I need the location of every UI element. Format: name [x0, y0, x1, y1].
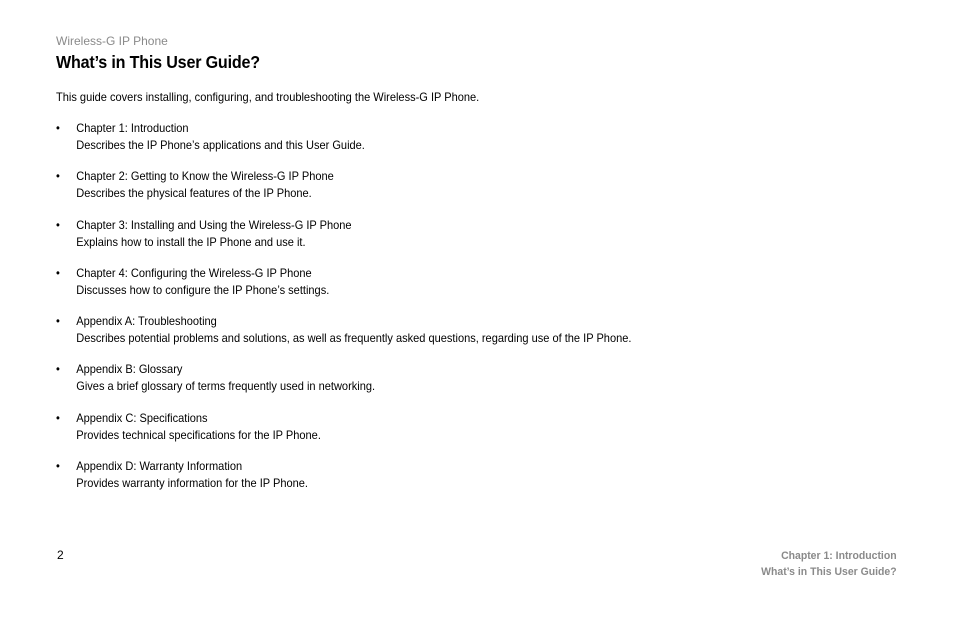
page-title: What’s in This User Guide? — [56, 52, 260, 72]
item-title: Appendix B: Glossary — [76, 362, 183, 377]
bullet-icon: • — [56, 459, 60, 474]
chapter-list — [56, 120, 681, 506]
item-title: Chapter 3: Installing and Using the Wireless-G IP Phone — [76, 217, 352, 232]
item-title: Chapter 1: Introduction — [76, 121, 189, 135]
item-description: Gives a brief glossary of terms frequently used in networking. — [76, 379, 376, 394]
intro-paragraph: This guide covers installing, configuring, and troubleshooting the Wireless-G IP Phone. — [56, 90, 480, 104]
bullet-icon: • — [56, 362, 60, 377]
bullet-icon: • — [56, 265, 60, 280]
list-item-chapter-2 — [56, 168, 631, 216]
item-title: Appendix C: Specifications — [76, 410, 208, 425]
list-item-chapter-4 — [56, 265, 631, 313]
bullet-icon: • — [56, 410, 60, 425]
list-item-appendix-b — [56, 361, 631, 409]
list-item-appendix-c — [56, 410, 631, 458]
list-item-chapter-3 — [56, 217, 631, 265]
footer-section: What’s in This User Guide? — [761, 566, 897, 578]
bullet-icon: • — [56, 314, 60, 329]
list-item-appendix-d — [56, 458, 631, 506]
item-description: Describes the physical features of the IP Phone. — [76, 186, 312, 201]
bullet-icon: • — [56, 121, 60, 135]
item-description: Discusses how to configure the IP Phone’s settings. — [76, 282, 330, 297]
item-title: Appendix A: Troubleshooting — [76, 314, 217, 329]
item-description: Provides technical specifications for the IP Phone. — [76, 427, 321, 442]
list-item-appendix-a — [56, 313, 631, 361]
item-title: Appendix D: Warranty Information — [76, 459, 243, 474]
bullet-icon: • — [56, 217, 60, 232]
footer-chapter: Chapter 1: Introduction — [781, 550, 897, 562]
item-description: Describes potential problems and solutions, as well as frequently asked questions, regarding use of the IP Phone. — [76, 331, 632, 346]
running-header: Wireless-G IP Phone — [56, 34, 168, 48]
item-description: Provides warranty information for the IP Phone. — [76, 476, 308, 491]
item-description: Explains how to install the IP Phone and use it. — [76, 234, 306, 249]
item-title: Chapter 4: Configuring the Wireless-G IP Phone — [76, 265, 312, 280]
item-description: Describes the IP Phone’s applications and this User Guide. — [76, 138, 365, 152]
list-item-chapter-1 — [56, 120, 631, 168]
footer-section-info — [762, 548, 897, 580]
item-title: Chapter 2: Getting to Know the Wireless-G IP Phone — [76, 169, 334, 184]
page-number: 2 — [57, 548, 64, 562]
bullet-icon: • — [56, 169, 60, 184]
